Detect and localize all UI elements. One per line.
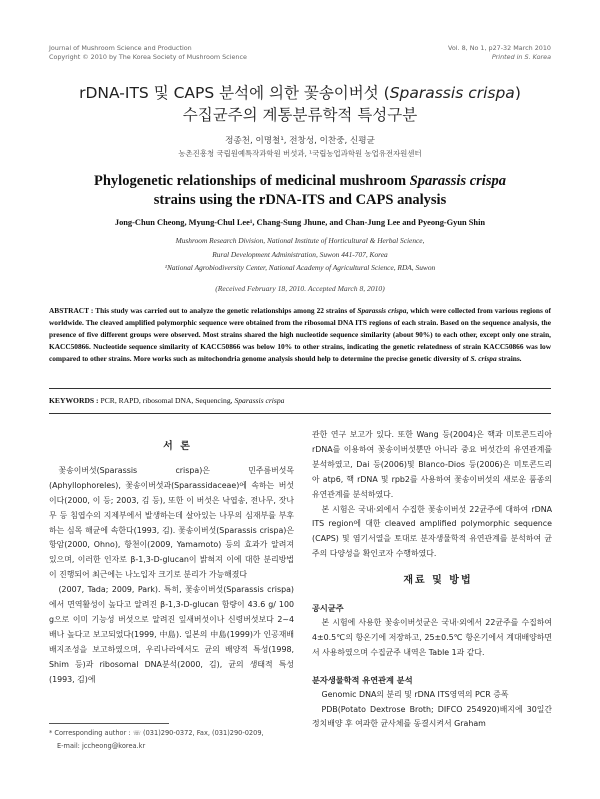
affiliation-2: Rural Development Administration, Suwon 441-707, Korea bbox=[212, 249, 388, 259]
volume-line: Vol. 8, No 1, p27-32 March 2010 bbox=[447, 44, 551, 52]
abstract-text: This study was carried out to analyze the genetic relationships among 22 strains of bbox=[95, 306, 358, 315]
keywords-text: PCR, RAPD, ribosomal DNA, Sequencing, bbox=[100, 396, 235, 405]
keywords-species: Sparassis crispa bbox=[234, 396, 285, 405]
corresponding-author: * Corresponding author : ☏ (031)290-0372, Fax, (031)290-0209, bbox=[49, 729, 264, 737]
intro-paragraph: (2007, Tada; 2009, Park). 특히, 꽃송이버섯(Sparassis crispa)에서 면역활성이 높다고 알려진 β-1,3-D-glucan 함량이 43.6 g/ 100 g으로 이미 기능성 버섯으로 알려진 잎새버섯이나 신령버섯보다 2~4배나 높다고 보고되었다(1999, 中島). 일본의 中島(1999)가 인공재배 배지조성을 보고하였으며, 우리나라에서도 균의 배양적 특성(1998, Shim 등)과 ribosomal DNA분석(2000, 김), 균의 생태적 특성(1993, 김)에 bbox=[49, 585, 294, 684]
english-title-species: Sparassis crispa bbox=[409, 173, 506, 189]
intro-heading: 서 론 bbox=[163, 441, 192, 452]
printed-line: Printed in S. Korea bbox=[491, 53, 551, 61]
intro-paragraph: 꽃송이버섯(Sparassis crispa)은 민주름버섯목(Aphyllophoreles), 꽃송이버섯과(Sparassidaceae)에 속하는 버섯이다(2000, 이 등; 2003, 김 등), 또한 이 버섯은 낙엽송, 전나무, 잣나무 등 침엽수의 지제부에서 발생하는데 살아있는 나무의 심재부를 부후하는 심목 해균에 속한다(1993, 김). 꽃송이버섯(Sparassis crispa)은 항암(2000, Ohno), 항천이(2009, Yamamoto) 등의 효과가 알려져 있으며, 이러한 인자로 β-1,3-D-glucan이 밝혀져 이에 대한 분리방법이 진행되어 최근에는 나노입자 크기로 분리가 가능해졌다 bbox=[49, 465, 294, 580]
subheading-molecular: 분자생물학적 유연관계 분석 bbox=[312, 674, 413, 685]
korean-affiliation: 농촌진흥청 국립원예특작과학원 버섯과, ¹국립농업과학원 농업유전자원센터 bbox=[178, 149, 422, 158]
abstract-text: strains. bbox=[496, 354, 522, 364]
english-affiliations bbox=[40, 234, 560, 275]
keywords bbox=[49, 396, 551, 405]
received-dates: (Received February 18, 2010. Accepted March 8, 2010) bbox=[215, 284, 385, 293]
left-column bbox=[49, 440, 294, 688]
body-paragraph: 관한 연구 보고가 있다. 또한 Wang 등(2004)은 핵과 미토콘드리아 rDNA를 이용하여 꽃송이버섯뿐만 아니라 중요 버섯간의 유연관계를 분석하였고, Dai 등(2006)및 Blanco-Dios 등(2006)은 미토콘드리아 atp6, 핵 rDNA 및 rpb2를 사용하여 꽃송이버섯의 새로운 품종의 유연관계를 분석하였다. bbox=[312, 430, 552, 499]
affiliation-1: Mushroom Research Division, National Institute of Horticultural & Herbal Science, bbox=[175, 236, 425, 245]
issue-header bbox=[448, 44, 551, 62]
body-paragraph: PDB(Potato Dextrose Broth; DIFCO 254920)배지에 30일간 정치배양 후 여과한 균사체를 동결시켜서 Graham bbox=[312, 704, 552, 729]
divider bbox=[49, 388, 551, 389]
abstract-species-abbr: S. crispa bbox=[470, 354, 497, 364]
right-column bbox=[312, 428, 552, 732]
korean-title-text: rDNA-ITS 및 CAPS 분석에 의한 꽃송이버섯 ( bbox=[79, 84, 390, 102]
english-title-line2: strains using the rDNA-ITS and CAPS analysis bbox=[153, 192, 447, 208]
abstract bbox=[49, 305, 551, 365]
methods-heading: 재료 및 방법 bbox=[403, 575, 473, 587]
keywords-label: KEYWORDS : bbox=[49, 396, 101, 405]
footnote-rule bbox=[49, 723, 169, 724]
english-title bbox=[40, 172, 560, 210]
footnote bbox=[49, 727, 264, 753]
journal-header bbox=[49, 44, 247, 62]
korean-title-species: Sparassis crispa bbox=[389, 84, 515, 102]
abstract-label: ABSTRACT : bbox=[49, 306, 96, 315]
affiliation-3: ¹National Agrobiodiversity Center, National Academy of Agricultural Science, RDA, Suwon bbox=[164, 263, 436, 272]
english-title-text: Phylogenetic relationships of medicinal mushroom bbox=[94, 173, 410, 189]
body-paragraph: 본 시험은 국내·외에서 수집한 꽃송이버섯 22균주에 대하여 rDNA ITS region에 대한 cleaved amplified polymorphic sequence (CAPS) 및 염기서열을 토대로 분자생물학적 유연관계를 분석하여 균주의 다양성을 확인코자 수행하였다. bbox=[312, 504, 552, 559]
copyright-line: Copyright © 2010 by The Korea Society of Mushroom Science bbox=[49, 53, 247, 61]
korean-authors: 정종천, 이명철¹, 전창성, 이찬중, 신평균 bbox=[225, 136, 375, 146]
korean-title-close: ) bbox=[514, 84, 521, 102]
divider bbox=[49, 413, 551, 414]
english-authors: Jong-Chun Cheong, Myung-Chul Lee¹, Chang-Sung Jhune, and Chan-Jung Lee and Pyeong-Gyun Shin bbox=[114, 218, 486, 227]
korean-title-line2: 수집균주의 계통분류학적 특성구분 bbox=[182, 106, 418, 124]
abstract-text: , which were collected from various regions of worldwide. The cleaved amplified polymorphic sequence were obtained from the ribosomal DNA ITS regions of each strain. Based on the sequence analysis, the presence of five different groups were observed. Most strains shared the high nucleotide sequence similarity (about 90%) to each other, except only one strain, KACC50866. Nucleotide sequence similarity of KACC50866 was below 10% to other strains, indicating the genetic relatedness of strain KACC50866 was low compared to other strains. More works such as mitochondria genome analysis should help to determine the precise genetic diversity of bbox=[49, 306, 551, 364]
body-paragraph: 본 시험에 사용한 꽃송이버섯균은 국내·외에서 22균주를 수집하여 4±0.5℃의 항온기에 저장하고, 25±0.5℃ 항온기에서 계대배양하면서 사용하였으며 수집균주 내역은 Table 1과 같다. bbox=[312, 617, 552, 657]
body-paragraph: Genomic DNA의 분리 및 rDNA ITS영역의 PCR 증폭 bbox=[321, 689, 509, 699]
email-line: E-mail: jccheong@korea.kr bbox=[57, 742, 146, 750]
subheading-strains: 공시균주 bbox=[312, 603, 344, 614]
journal-name: Journal of Mushroom Science and Production bbox=[49, 44, 192, 52]
abstract-species: Sparassis crispa bbox=[357, 306, 407, 315]
korean-title bbox=[40, 82, 560, 126]
